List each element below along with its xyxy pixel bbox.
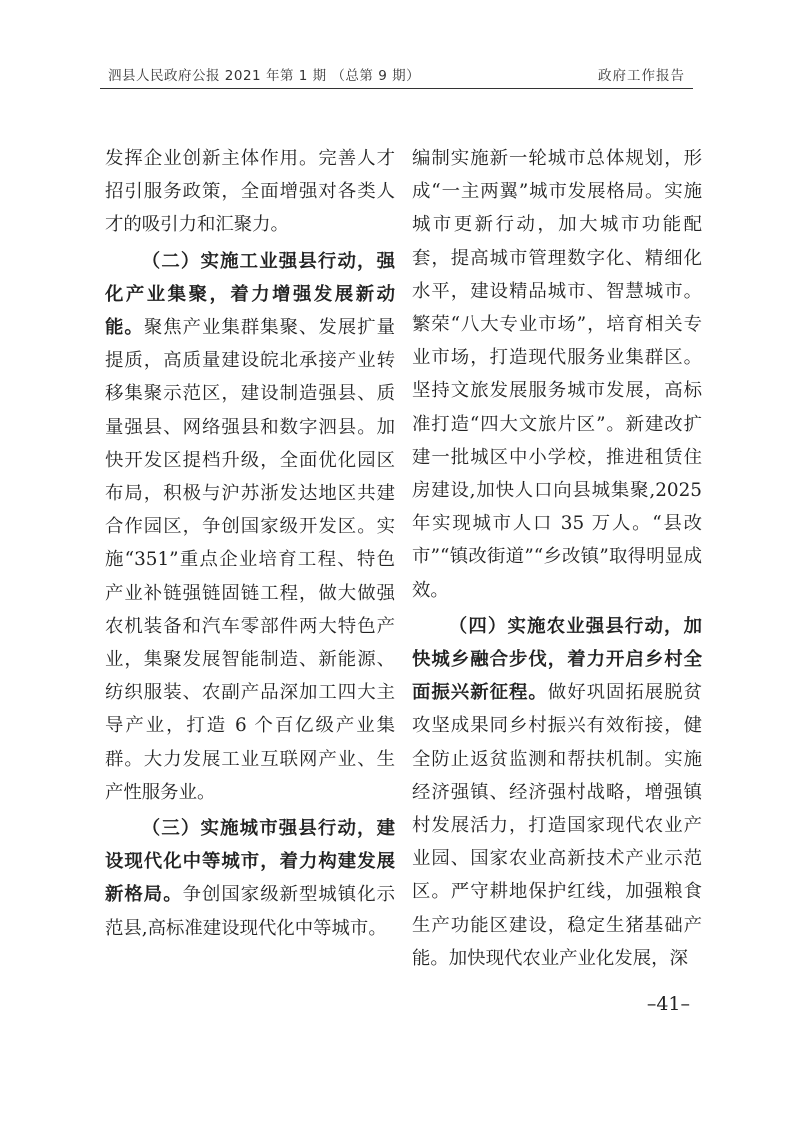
paragraph-talent <box>105 142 395 242</box>
paragraph-industry <box>105 245 395 809</box>
paragraph-agriculture-text: 做好巩固拓展脱贫攻坚成果同乡村振兴有效衔接，健全防止返贫监测和帮扶机制。实施经济强镇、经济强村战略，增强镇村发展活力，打造国家现代农业产业园、国家农业高新技术产业示范区。严守耕地保护红线，加强粮食生产功能区建设，稳定生猪基础产能。加快现代农业产业化发展，深 <box>412 682 702 969</box>
paragraph-talent-text: 发挥企业创新主体作用。完善人才招引服务政策，全面增强对各类人才的吸引力和汇聚力。 <box>105 148 395 236</box>
paragraph-city-continued <box>412 142 702 607</box>
page-number: –41– <box>646 993 690 1015</box>
paragraph-city <box>105 812 395 945</box>
heading-agriculture: （四）实施农业强县行动，加快城乡融合步伐，着力开启乡村全面振兴新征程。 <box>412 615 702 704</box>
paragraph-industry-text: 聚焦产业集群集聚、发展扩量提质，高质量建设皖北承接产业转移集聚示范区，建设制造强县、质量强县、网络强县和数字泗县。加快开发区提档升级，全面优化园区布局，积极与沪苏浙发达地区共建合作园区，争创国家级开发区。实施“351”重点企业培育工程、特色产业补链强链固链工程，做大做强农机装备和汽车零部件两大特色产业，集聚发展智能制造、新能源、纺织服装、农副产品深加工四大主导产业，打造 6 个百亿级产业集群。大力发展工业互联网产业、生产性服务业。 <box>105 317 395 803</box>
heading-city: （三）实施城市强县行动，建设现代化中等城市，着力构建发展新格局。 <box>105 818 395 906</box>
publication-title: 泗县人民政府公报 2021 年第 1 期 （总第 9 期） <box>108 68 421 84</box>
page-header <box>108 60 685 84</box>
paragraph-city-text: 争创国家级新型城镇化示范县,高标准建设现代化中等城市。 <box>105 884 395 939</box>
right-column <box>412 142 702 975</box>
section-title: 政府工作报告 <box>598 68 685 84</box>
header-divider <box>100 88 693 89</box>
heading-industry: （二）实施工业强县行动，强化产业集聚，着力增强发展新动能。 <box>105 250 395 339</box>
paragraph-agriculture <box>412 610 702 975</box>
left-column <box>105 142 395 945</box>
paragraph-city-continued-text: 编制实施新一轮城市总体规划，形成“一主两翼”城市发展格局。实施城市更新行动，加大城市功能配套，提高城市管理数字化、精细化水平，建设精品城市、智慧城市。繁荣“八大专业市场”，培育相关专业市场，打造现代服务业集群区。坚持文旅发展服务城市发展，高标准打造“四大文旅片区”。新建改扩建一批城区中小学校，推进租赁住房建设,加快人口向县城集聚,2025年实现城市人口 35 万人。“县改市”“镇改街道”“乡改镇”取得明显成效。 <box>412 148 702 601</box>
